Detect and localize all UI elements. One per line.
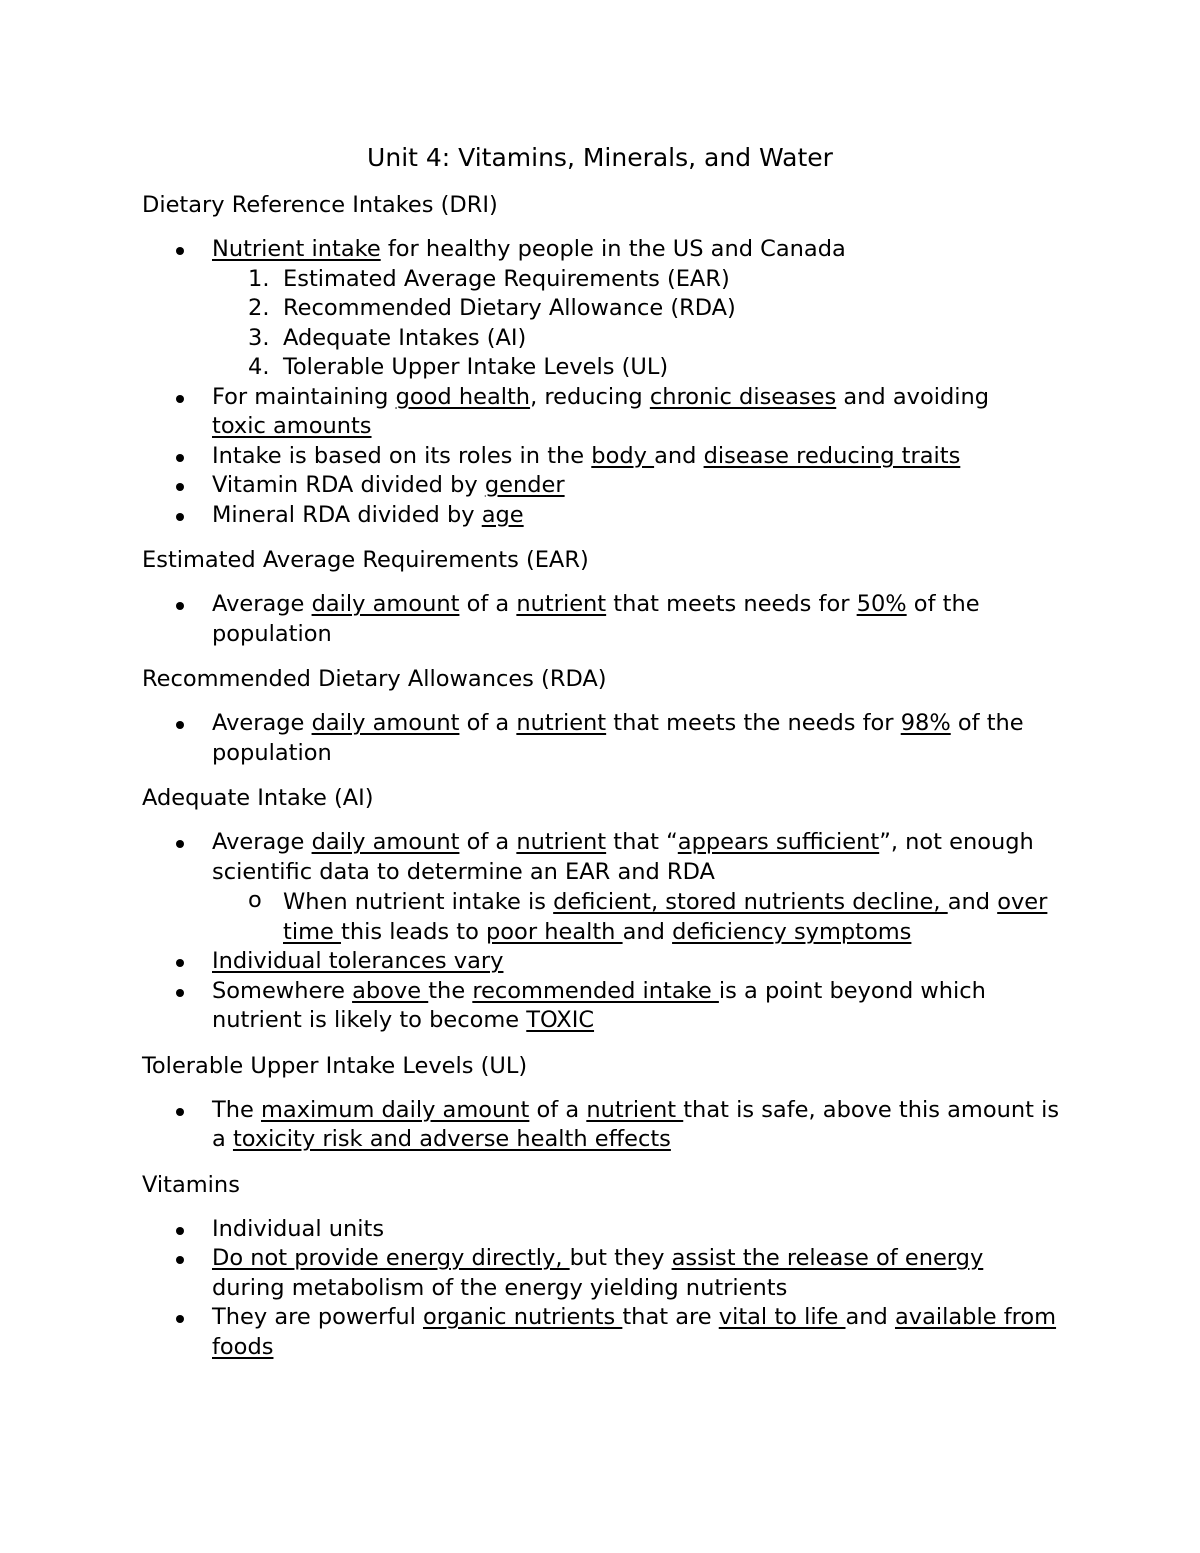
underlined-text: available from foods — [212, 1304, 1057, 1360]
item-text: Adequate Intakes (AI) — [283, 324, 527, 351]
item-number: 3. — [248, 324, 270, 351]
rda-bullet-list — [142, 709, 1062, 768]
text: and avoiding — [836, 383, 990, 410]
section-heading-ai: Adequate Intake (AI) — [142, 785, 374, 811]
underlined-text: organic nutrients — [422, 1304, 623, 1330]
text: of the population — [212, 591, 980, 647]
underlined-text: body — [591, 442, 655, 469]
ai-bullet-list — [142, 828, 1062, 1036]
ear-bullet-list — [142, 590, 1062, 649]
list-item — [142, 471, 1062, 501]
text: of a — [529, 1096, 587, 1123]
underlined-text: Nutrient intake — [212, 236, 381, 262]
underlined-text: above — [352, 977, 429, 1004]
text: Average — [212, 829, 312, 855]
text: and — [654, 442, 704, 469]
item-text: Estimated Average Requirements (EAR) — [283, 265, 730, 292]
numbered-item — [142, 353, 1062, 383]
list-item — [142, 977, 1062, 1036]
text: When nutrient intake is — [283, 889, 554, 915]
list-item — [142, 501, 1062, 531]
list-item — [142, 1303, 1062, 1362]
underlined-text: 50% — [856, 591, 907, 617]
item-number: 1. — [248, 265, 270, 292]
section-heading-vitamins: Vitamins — [142, 1171, 240, 1198]
underlined-text: recommended intake — [472, 977, 719, 1004]
list-item — [142, 442, 1062, 472]
list-item — [142, 1244, 1062, 1303]
underlined-text: daily amount — [311, 829, 460, 855]
list-item — [142, 383, 1062, 442]
text: and — [947, 889, 998, 915]
underlined-text: disease reducing traits — [703, 442, 961, 469]
underlined-text: Individual tolerances vary — [212, 948, 504, 974]
underlined-text: maximum daily amount — [261, 1096, 530, 1123]
list-item — [142, 590, 1062, 649]
underlined-text: Do not provide energy directly, — [212, 1245, 570, 1271]
underlined-text: good health — [395, 383, 531, 410]
numbered-item — [142, 265, 1062, 295]
text: of a — [459, 591, 517, 617]
item-number: 4. — [248, 354, 270, 380]
item-text: Tolerable Upper Intake Levels (UL) — [283, 354, 669, 380]
dri-numbered-list — [142, 265, 1062, 383]
text: and — [845, 1304, 895, 1330]
text: Intake is based on its roles in the — [212, 442, 592, 469]
underlined-text: poor health — [486, 919, 623, 945]
underlined-text: deficient, stored nutrients decline, — [553, 889, 948, 915]
underlined-text: 98% — [900, 710, 951, 736]
text: that meets needs for — [606, 591, 857, 617]
text: during metabolism of the energy yielding nutrients — [212, 1274, 788, 1301]
text: the — [428, 977, 473, 1004]
numbered-item — [142, 294, 1062, 324]
text: that “ — [606, 829, 678, 855]
underlined-text: age — [481, 501, 524, 528]
underlined-text: TOXIC — [526, 1007, 595, 1033]
section-heading-ear: Estimated Average Requirements (EAR) — [142, 547, 589, 573]
text: for healthy people in the US and Canada — [380, 236, 846, 262]
text: For maintaining — [212, 383, 396, 410]
text: ”, not enough scientific data to determine an EAR and RDA — [212, 829, 1034, 885]
underlined-text: deficiency symptoms — [672, 919, 912, 945]
underlined-text: nutrient — [586, 1096, 684, 1123]
list-item — [142, 1096, 1062, 1155]
list-item — [142, 709, 1062, 768]
underlined-text: gender — [484, 472, 565, 498]
text: Somewhere — [212, 977, 353, 1004]
text: and — [622, 919, 673, 945]
text: but they — [569, 1245, 672, 1271]
text: They are powerful — [212, 1304, 423, 1330]
text: of a — [459, 829, 517, 855]
underlined-text: chronic diseases — [649, 383, 837, 410]
text: Average — [212, 710, 312, 736]
underlined-text: daily amount — [311, 710, 460, 736]
list-item — [142, 947, 1062, 977]
numbered-item — [142, 324, 1062, 354]
list-item — [142, 828, 1062, 887]
list-item — [142, 235, 1062, 265]
underlined-text: toxicity risk and adverse health effects — [232, 1126, 671, 1152]
text: this leads to — [341, 919, 486, 945]
underlined-text: daily amount — [311, 591, 460, 617]
underlined-text: appears sufficient — [677, 829, 880, 855]
underlined-text: toxic amounts — [212, 413, 372, 439]
section-heading-dri: Dietary Reference Intakes (DRI) — [142, 192, 498, 218]
text: The — [212, 1096, 261, 1123]
sub-list-item — [142, 887, 1062, 947]
section-heading-ul: Tolerable Upper Intake Levels (UL) — [142, 1052, 528, 1079]
dri-bullet-list — [142, 235, 1062, 530]
dri-numbered-container — [142, 265, 1062, 383]
text: of a — [459, 710, 517, 736]
text: is a point beyond which nutrient is likely to become — [212, 977, 986, 1033]
section-heading-rda: Recommended Dietary Allowances (RDA) — [142, 666, 607, 692]
underlined-text: over time — [283, 889, 1048, 945]
document-body — [142, 190, 1062, 1377]
underlined-text: vital to life — [718, 1304, 846, 1330]
text: that are — [622, 1304, 719, 1330]
text: that is safe, above this amount is a — [212, 1096, 1060, 1152]
text: of the population — [212, 710, 1024, 766]
item-number: 2. — [248, 295, 270, 321]
vitamins-bullet-list — [142, 1215, 1062, 1363]
sub-bullet-marker: o — [248, 887, 262, 913]
list-item — [142, 1215, 1062, 1245]
text: Average — [212, 591, 312, 617]
underlined-text: nutrient — [516, 829, 607, 855]
document-title: Unit 4: Vitamins, Minerals, and Water — [367, 143, 833, 172]
underlined-text: nutrient — [516, 710, 607, 736]
text: Vitamin RDA divided by — [212, 472, 485, 498]
text: Mineral RDA divided by — [212, 501, 482, 528]
underlined-text: nutrient — [516, 591, 607, 617]
text: Individual units — [212, 1215, 385, 1242]
item-text: Recommended Dietary Allowance (RDA) — [283, 295, 736, 321]
ul-bullet-list — [142, 1096, 1062, 1155]
text: , reducing — [530, 383, 650, 410]
text: that meets the needs for — [606, 710, 901, 736]
underlined-text: assist the release of energy — [671, 1245, 984, 1271]
